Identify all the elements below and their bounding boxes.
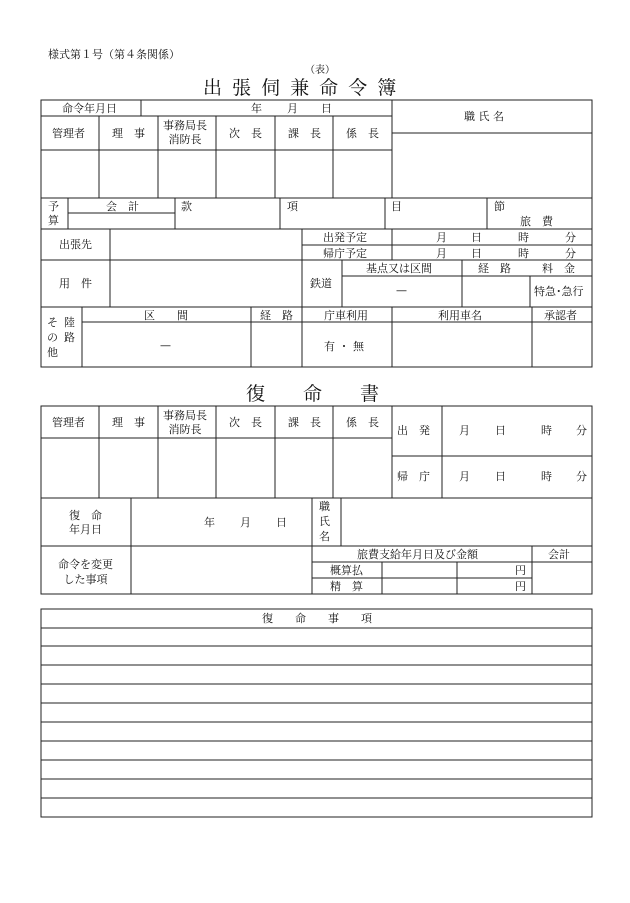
report-table-border: [41, 406, 592, 594]
report-return-label: 帰 庁: [397, 470, 430, 483]
order-date-label: 命令年月日: [62, 102, 117, 115]
moku-label: 目: [391, 200, 402, 213]
ret-minute: 分: [565, 247, 576, 260]
no-label: の: [47, 331, 58, 344]
report-date-day: 日: [276, 516, 287, 529]
destination-label: 出張先: [59, 238, 92, 251]
order-date-year: 年: [251, 102, 262, 115]
ret-hour: 時: [518, 247, 529, 260]
official-name-label: 職 氏 名: [464, 110, 504, 123]
page-title: 出 張 伺 兼 命 令 簿: [203, 77, 399, 99]
report-name-shi: 氏: [319, 515, 330, 528]
approver-jimukyokucho: 事務局長 消防長: [163, 119, 207, 146]
section-header: 区 間: [144, 309, 188, 322]
report-approver-jimukyokucho: 事務局長 消防長: [163, 409, 207, 436]
approver-kacho: 課 長: [288, 127, 321, 140]
ret-day: 日: [471, 247, 482, 260]
car-name-header: 利用車名: [438, 309, 482, 322]
return-plan-label: 帰庁予定: [323, 247, 367, 260]
railway-route-header: 経 路: [478, 262, 511, 275]
report-approver-kanrisha: 管理者: [52, 416, 85, 429]
yosan-label-2: 算: [48, 214, 59, 227]
riku-label: 陸: [64, 316, 75, 329]
payment-header: 旅費支給年月日及び金額: [357, 548, 478, 561]
accounting-header: 会計: [548, 548, 570, 561]
report-departure-label: 出 発: [397, 424, 430, 437]
dep-month: 月: [436, 231, 447, 244]
rep-ret-hour: 時: [541, 470, 552, 483]
route-header: 経 路: [260, 309, 293, 322]
yosan-label-1: 予: [48, 200, 59, 213]
approver-kanrisha: 管理者: [52, 127, 85, 140]
ryohi-label: 旅 費: [520, 215, 553, 228]
order-date-month: 月: [287, 102, 298, 115]
report-approver-kakaricho: 係 長: [346, 416, 379, 429]
sono-label: そ: [47, 316, 58, 329]
rep-dep-hour: 時: [541, 424, 552, 437]
advance-label: 概算払: [330, 564, 363, 577]
railway-dash: —: [396, 284, 407, 297]
report-approver-riji: 理 事: [112, 416, 145, 429]
approver-header: 承認者: [544, 309, 577, 322]
settlement-yen: 円: [515, 580, 526, 593]
express-label: 特急･急行: [534, 285, 584, 298]
ret-month: 月: [436, 247, 447, 260]
matters-table-border: [41, 609, 592, 817]
rep-ret-minute: 分: [576, 470, 587, 483]
rep-dep-day: 日: [495, 424, 506, 437]
report-title: 復 命 書: [246, 383, 380, 405]
dep-hour: 時: [518, 231, 529, 244]
purpose-label: 用 件: [59, 277, 92, 290]
matters-title: 復 命 事 項: [262, 612, 372, 625]
report-name-shoku: 職: [319, 500, 330, 513]
order-table-border: [41, 100, 592, 367]
ro-label: 路: [64, 331, 75, 344]
railway-fare-header: 料 金: [542, 262, 575, 275]
rep-ret-month: 月: [459, 470, 470, 483]
approver-riji: 理 事: [112, 127, 145, 140]
ta-label: 他: [47, 346, 58, 359]
other-dash: —: [160, 339, 171, 352]
departure-plan-label: 出発予定: [323, 231, 367, 244]
change-label: 命令を変更 した事項: [58, 558, 113, 586]
report-date-year: 年: [204, 516, 215, 529]
kan-label: 款: [181, 200, 192, 213]
railway-label: 鉄道: [310, 277, 332, 290]
rep-dep-month: 月: [459, 424, 470, 437]
kaikei-label: 会 計: [106, 200, 139, 213]
car-use-header: 庁車利用: [324, 309, 368, 322]
report-date-label: 復 命 年月日: [69, 509, 102, 536]
side-label: （表）: [305, 65, 335, 76]
report-approver-jicho: 次 長: [229, 416, 262, 429]
advance-yen: 円: [515, 564, 526, 577]
report-approver-kacho: 課 長: [288, 416, 321, 429]
dep-day: 日: [471, 231, 482, 244]
order-date-day: 日: [321, 102, 332, 115]
settlement-label: 精 算: [330, 580, 363, 593]
dep-minute: 分: [565, 231, 576, 244]
approver-kakaricho: 係 長: [346, 127, 379, 140]
report-date-month: 月: [240, 516, 251, 529]
car-use-value: 有 ・ 無: [324, 340, 364, 353]
setsu-label: 節: [494, 200, 505, 213]
railway-section-header: 基点又は区間: [366, 262, 432, 275]
approver-jicho: 次 長: [229, 127, 262, 140]
rep-ret-day: 日: [495, 470, 506, 483]
form-number: 様式第１号（第４条関係）: [48, 48, 180, 61]
report-name-mei: 名: [319, 530, 330, 543]
rep-dep-minute: 分: [576, 424, 587, 437]
kou-label: 項: [287, 200, 298, 213]
